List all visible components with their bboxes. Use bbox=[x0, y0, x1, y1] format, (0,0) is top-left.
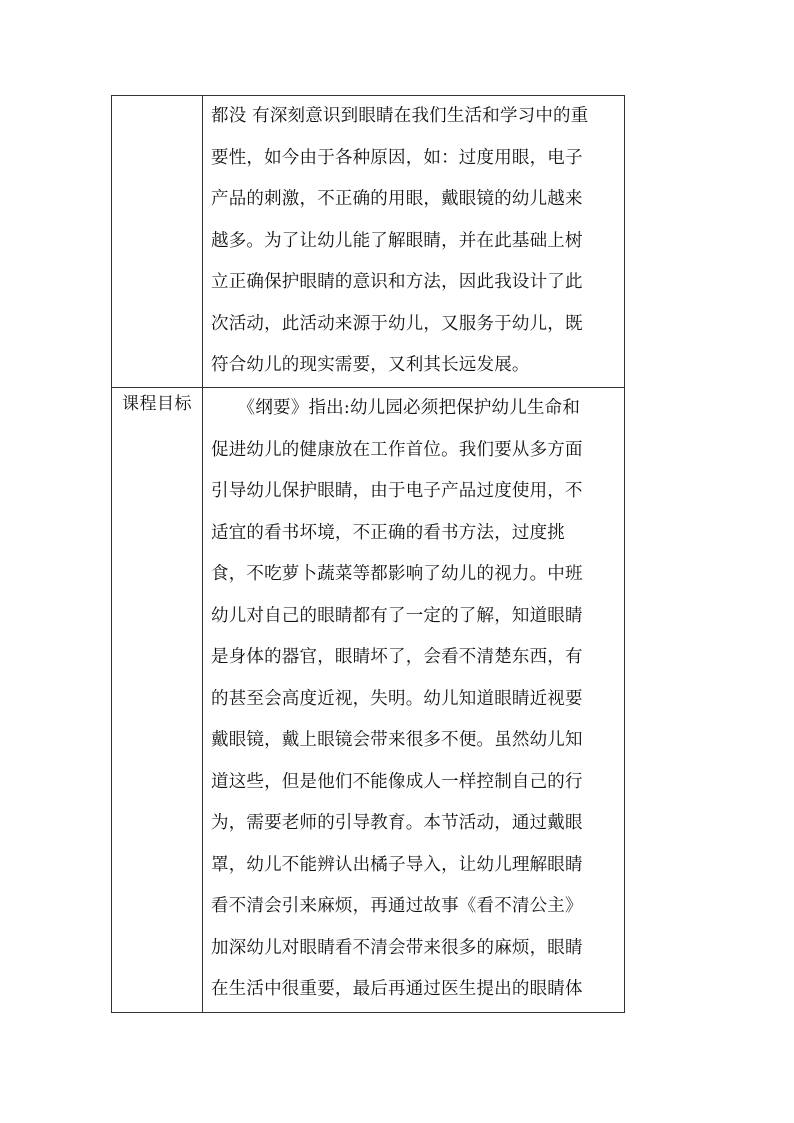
text-line: 越多。为了让幼儿能了解眼睛，并在此基础上树 bbox=[211, 230, 583, 251]
paragraph-course-goals bbox=[203, 388, 624, 1011]
row-label-cell bbox=[112, 96, 203, 388]
text-line: 符合幼儿的现实需要，又利其长远发展。 bbox=[211, 355, 530, 375]
row-label-cell bbox=[112, 388, 203, 1013]
text-line: 戴眼镜，戴上眼镜会带来很多不便。虽然幼儿知 bbox=[211, 730, 583, 750]
text-line: 都没 有深刻意识到眼睛在我们生活和学习中的重 bbox=[211, 106, 589, 126]
text-line: 食，不吃萝卜蔬菜等都影响了幼儿的视力。中班 bbox=[211, 564, 583, 584]
text-line: 看不清会引来麻烦，再通过故事《看不清公主》 bbox=[211, 896, 583, 916]
text-line: 促进幼儿的健康放在工作首位。我们要从多方面 bbox=[211, 439, 583, 460]
text-line: 道这些，但是他们不能像成人一样控制自己的行 bbox=[211, 771, 583, 792]
text-line: 在生活中很重要，最后再通过医生提出的眼睛体 bbox=[211, 979, 583, 999]
table-row bbox=[112, 96, 625, 388]
text-line: 次活动，此活动来源于幼儿，又服务于幼儿，既 bbox=[211, 313, 583, 334]
text-line: 《纲要》指出:幼儿园必须把保护幼儿生命和 bbox=[211, 398, 581, 418]
text-line: 罩，幼儿不能辨认出橘子导入，让幼儿理解眼睛 bbox=[211, 854, 583, 875]
text-line: 为，需要老师的引导教育。本节活动，通过戴眼 bbox=[211, 813, 583, 833]
row-content-cell bbox=[203, 388, 625, 1013]
text-line: 引导幼儿保护眼睛，由于电子产品过度使用，不 bbox=[211, 481, 583, 501]
row-label-course-goals: 课程目标 bbox=[122, 394, 192, 414]
text-line: 是身体的器官，眼睛坏了，会看不清楚东西，有 bbox=[211, 647, 583, 667]
text-line: 的甚至会高度近视，失明。幼儿知道眼睛近视要 bbox=[211, 688, 583, 709]
table-row bbox=[112, 388, 625, 1013]
text-line: 产品的刺激，不正确的用眼，戴眼镜的幼儿越来 bbox=[211, 189, 583, 209]
text-line: 幼儿对自己的眼睛都有了一定的了解，知道眼睛 bbox=[211, 605, 583, 626]
row-label bbox=[112, 96, 202, 102]
text-line: 要性，如今由于各种原因，如：过度用眼，电子 bbox=[211, 147, 583, 168]
document-table bbox=[111, 95, 625, 1013]
row-content-cell bbox=[203, 96, 625, 388]
text-line: 立正确保护眼睛的意识和方法，因此我设计了此 bbox=[211, 272, 583, 292]
text-line: 适宜的看书坏境，不正确的看书方法，过度挑 bbox=[211, 522, 565, 543]
paragraph-background bbox=[203, 96, 624, 387]
text-line: 加深幼儿对眼睛看不清会带来很多的麻烦，眼睛 bbox=[211, 937, 583, 958]
